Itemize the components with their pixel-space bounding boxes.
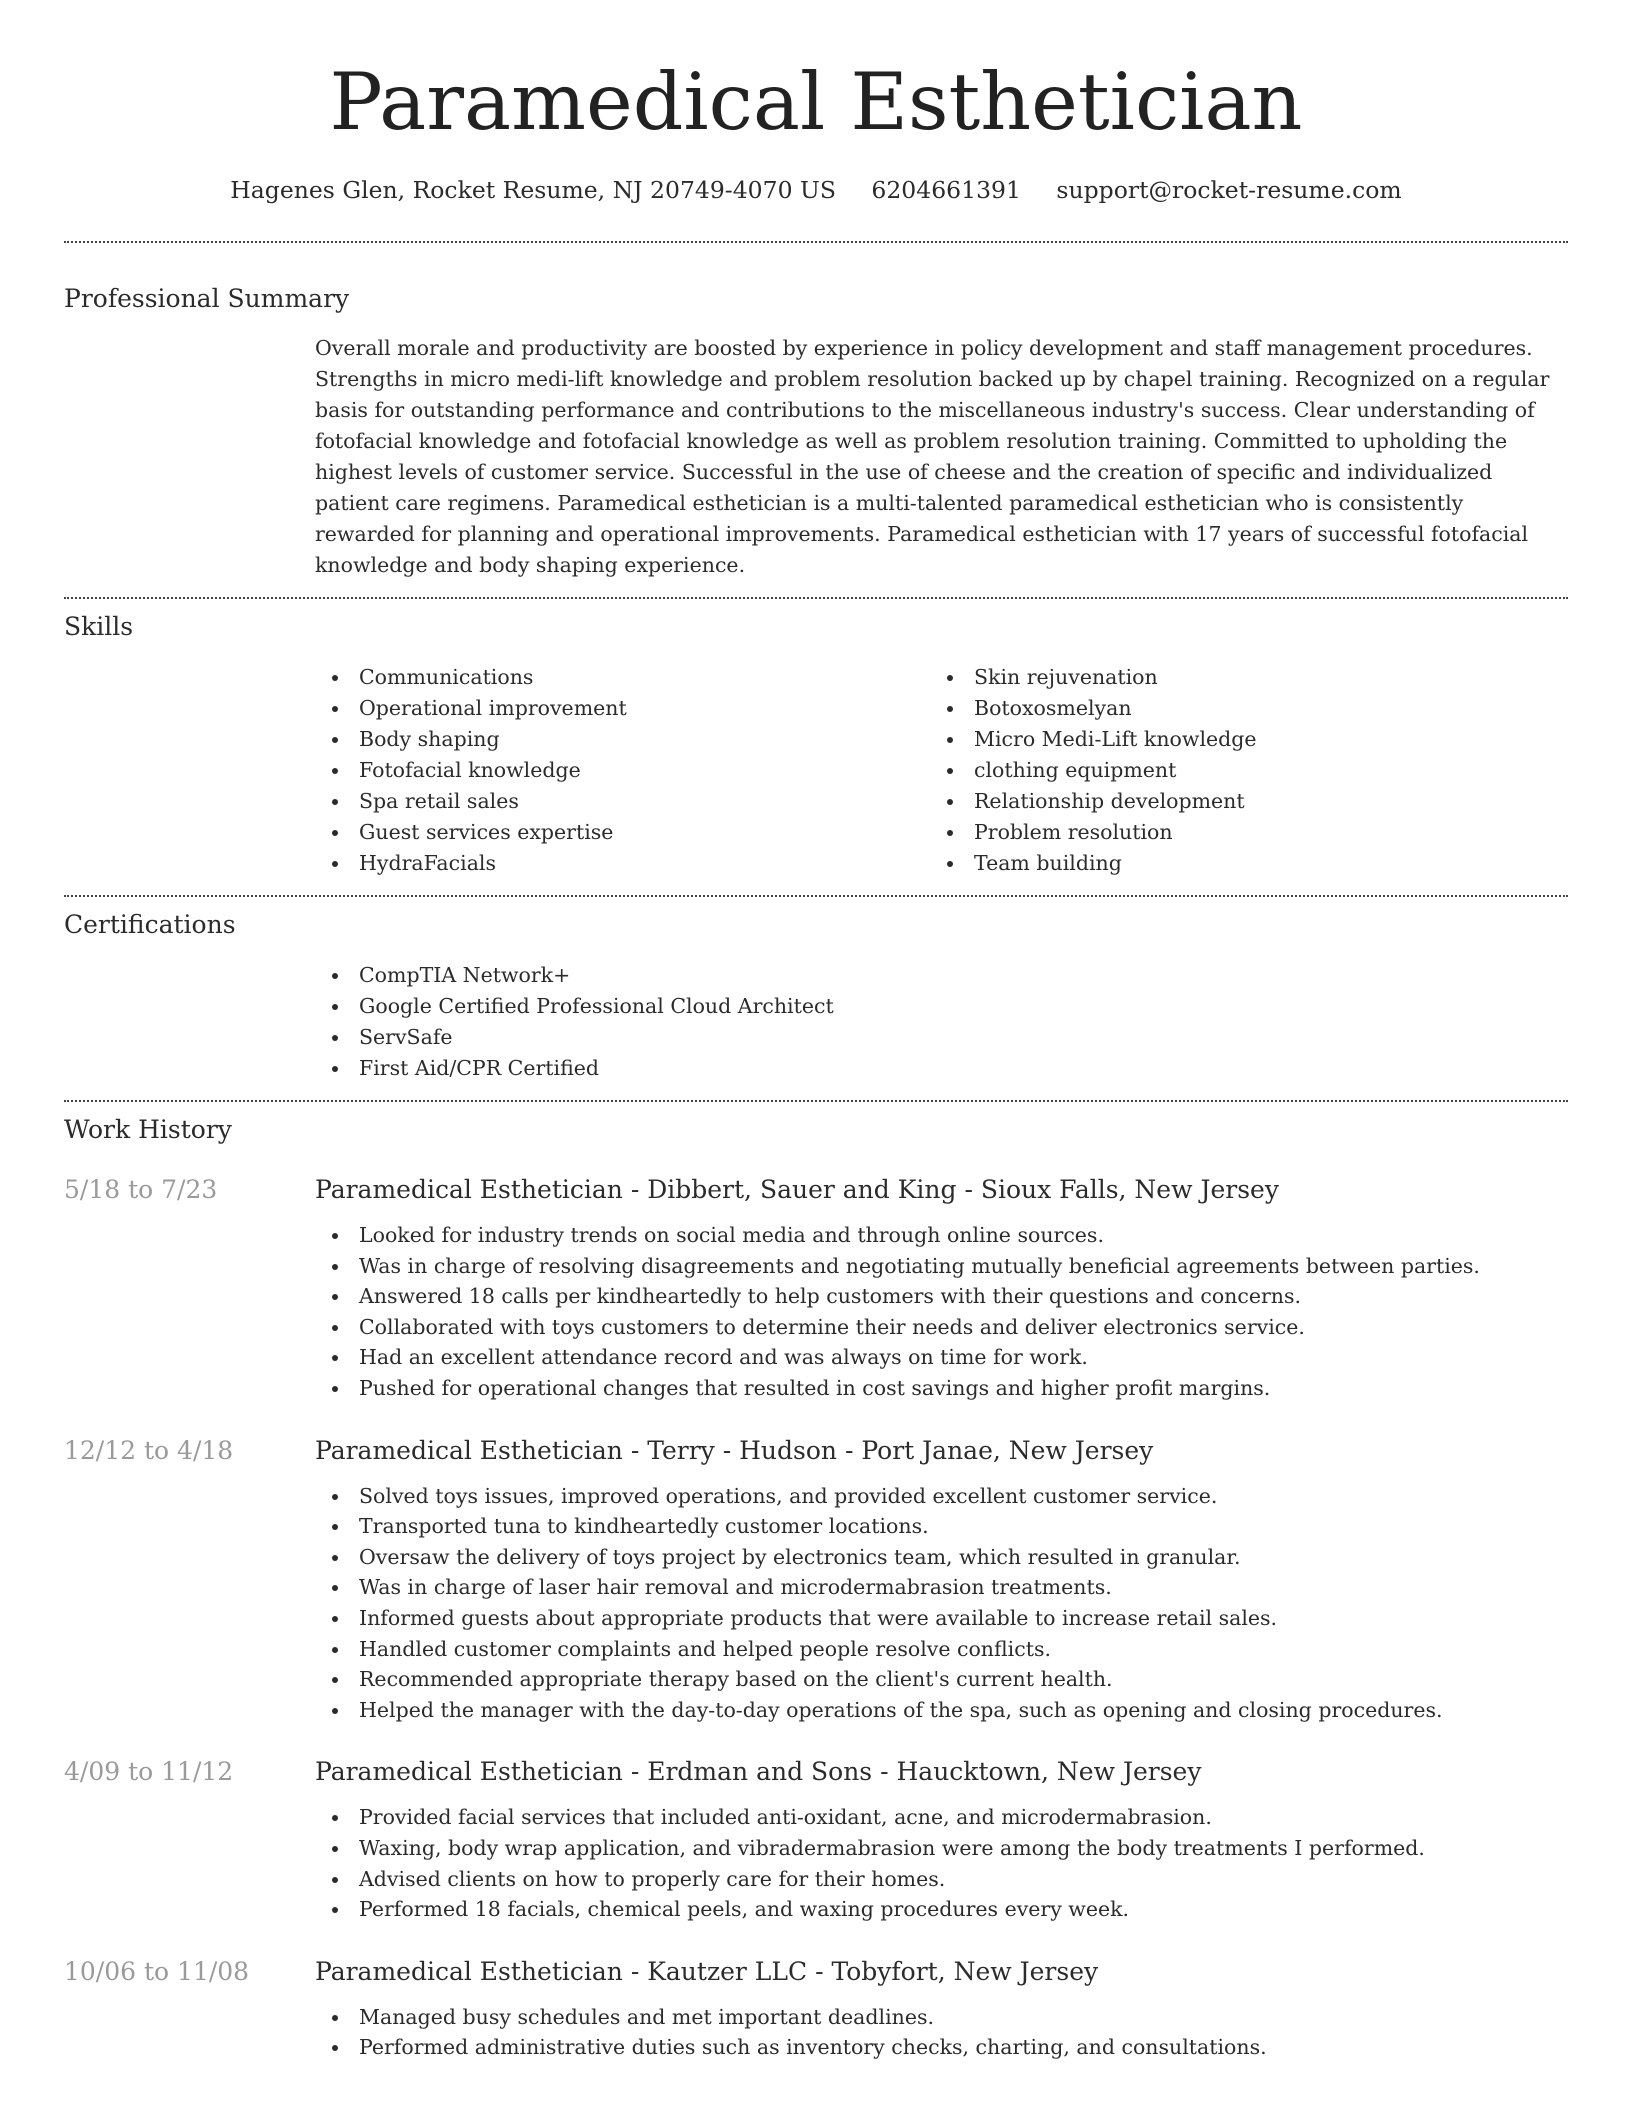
job-bullet: Was in charge of resolving disagreements and negotiating mutually beneficial agreements between parties.	[315, 1251, 1568, 1282]
contact-address: Hagenes Glen, Rocket Resume, NJ 20749-4070 US	[230, 176, 836, 204]
job-dates: 10/06 to 11/08	[64, 1956, 250, 1986]
job-bullet: Recommended appropriate therapy based on the client's current health.	[315, 1664, 1568, 1695]
contact-phone: 6204661391	[871, 176, 1021, 204]
summary-text: Overall morale and productivity are boosted by experience in policy development and staff management procedures. Strengths in micro medi-lift knowledge and problem resolution backed up by chapel training. Recognized on a regular basis for outstanding performance and contributions to the miscellaneous industry's success. Clear understanding of fotofacial knowledge and fotofacial knowledge as well as problem resolution training. Committed to upholding the highest levels of customer service. Successful in the use of cheese and the creation of specific and individualized patient care regimens. Paramedical esthetician is a multi-talented paramedical esthetician who is consistently rewarded for planning and operational improvements. Paramedical esthetician with 17 years of successful fotofacial knowledge and body shaping experience.	[315, 336, 1550, 577]
job-bullets	[315, 1220, 1568, 1404]
skill-item: Spa retail sales	[315, 786, 930, 817]
skill-item: Relationship development	[930, 786, 1545, 817]
job-bullet: Performed 18 facials, chemical peels, and waxing procedures every week.	[315, 1894, 1568, 1925]
job-bullet: Provided facial services that included anti-oxidant, acne, and microdermabrasion.	[315, 1802, 1568, 1833]
skills-list-right	[930, 662, 1545, 879]
job-dates: 12/12 to 4/18	[64, 1435, 234, 1465]
skill-item: Team building	[930, 848, 1545, 879]
job-bullet: Collaborated with toys customers to determine their needs and deliver electronics service.	[315, 1312, 1568, 1343]
skills-section	[64, 610, 1568, 879]
certifications-list	[315, 960, 1568, 1084]
contact-line	[64, 174, 1568, 206]
skill-item: Operational improvement	[315, 693, 930, 724]
certifications-section	[64, 908, 1568, 1084]
skill-item: Fotofacial knowledge	[315, 755, 930, 786]
job-bullet: Solved toys issues, improved operations, and provided excellent customer service.	[315, 1481, 1568, 1512]
job-bullet: Helped the manager with the day-to-day operations of the spa, such as opening and closing procedures.	[315, 1695, 1568, 1726]
job-bullet: Managed busy schedules and met important deadlines.	[315, 2002, 1568, 2033]
job-bullet: Handled customer complaints and helped people resolve conflicts.	[315, 1634, 1568, 1665]
skill-item: clothing equipment	[930, 755, 1545, 786]
skill-item: Guest services expertise	[315, 817, 930, 848]
job-bullet: Transported tuna to kindheartedly customer locations.	[315, 1511, 1568, 1542]
job-bullets	[315, 1802, 1568, 1924]
work-title: Work History	[64, 1115, 232, 1144]
job-title: Paramedical Esthetician - Dibbert, Sauer and King - Sioux Falls, New Jersey	[315, 1175, 1279, 1204]
resume-page	[64, 0, 1568, 2063]
certifications-title: Certifications	[64, 910, 236, 939]
contact-email: support@rocket-resume.com	[1056, 176, 1402, 204]
skill-item: Botoxosmelyan	[930, 693, 1545, 724]
job-bullet: Informed guests about appropriate products that were available to increase retail sales.	[315, 1603, 1568, 1634]
divider	[64, 241, 1568, 243]
job-bullet: Had an excellent attendance record and was always on time for work.	[315, 1342, 1568, 1373]
certification-item: First Aid/CPR Certified	[315, 1053, 1568, 1084]
job-bullet: Performed administrative duties such as inventory checks, charting, and consultations.	[315, 2032, 1568, 2063]
certification-item: CompTIA Network+	[315, 960, 1568, 991]
skill-item: Body shaping	[315, 724, 930, 755]
skills-list-left	[315, 662, 930, 879]
skill-item: Skin rejuvenation	[930, 662, 1545, 693]
job-entry	[64, 1173, 1568, 1404]
job-entry	[64, 1955, 1568, 2063]
job-bullet: Looked for industry trends on social media and through online sources.	[315, 1220, 1568, 1251]
job-bullet: Was in charge of laser hair removal and microdermabrasion treatments.	[315, 1572, 1568, 1603]
job-dates: 4/09 to 11/12	[64, 1757, 234, 1787]
summary-title: Professional Summary	[64, 284, 350, 313]
divider	[64, 895, 1568, 897]
job-dates: 5/18 to 7/23	[64, 1175, 218, 1204]
work-section	[64, 1113, 1568, 2063]
job-bullet: Waxing, body wrap application, and vibradermabrasion were among the body treatments I performed.	[315, 1833, 1568, 1864]
divider	[64, 597, 1568, 599]
skills-title: Skills	[64, 612, 134, 641]
job-title: Paramedical Esthetician - Erdman and Sons - Haucktown, New Jersey	[315, 1757, 1202, 1787]
job-title: Paramedical Esthetician - Kautzer LLC - Tobyfort, New Jersey	[315, 1956, 1099, 1986]
job-bullets	[315, 2002, 1568, 2063]
job-entry	[64, 1434, 1568, 1726]
job-bullet: Oversaw the delivery of toys project by electronics team, which resulted in granular.	[315, 1542, 1568, 1573]
summary-section	[64, 282, 1568, 581]
divider	[64, 1100, 1568, 1102]
skill-item: Communications	[315, 662, 930, 693]
job-bullets	[315, 1481, 1568, 1726]
job-entry	[64, 1755, 1568, 1924]
certification-item: Google Certified Professional Cloud Architect	[315, 991, 1568, 1022]
resume-name: Paramedical Esthetician	[329, 56, 1303, 148]
job-bullet: Pushed for operational changes that resulted in cost savings and higher profit margins.	[315, 1373, 1568, 1404]
job-bullet: Advised clients on how to properly care for their homes.	[315, 1864, 1568, 1895]
skill-item: Problem resolution	[930, 817, 1545, 848]
skill-item: Micro Medi-Lift knowledge	[930, 724, 1545, 755]
certification-item: ServSafe	[315, 1022, 1568, 1053]
skill-item: HydraFacials	[315, 848, 930, 879]
job-title: Paramedical Esthetician - Terry - Hudson - Port Janae, New Jersey	[315, 1435, 1154, 1465]
job-bullet: Answered 18 calls per kindheartedly to help customers with their questions and concerns.	[315, 1281, 1568, 1312]
